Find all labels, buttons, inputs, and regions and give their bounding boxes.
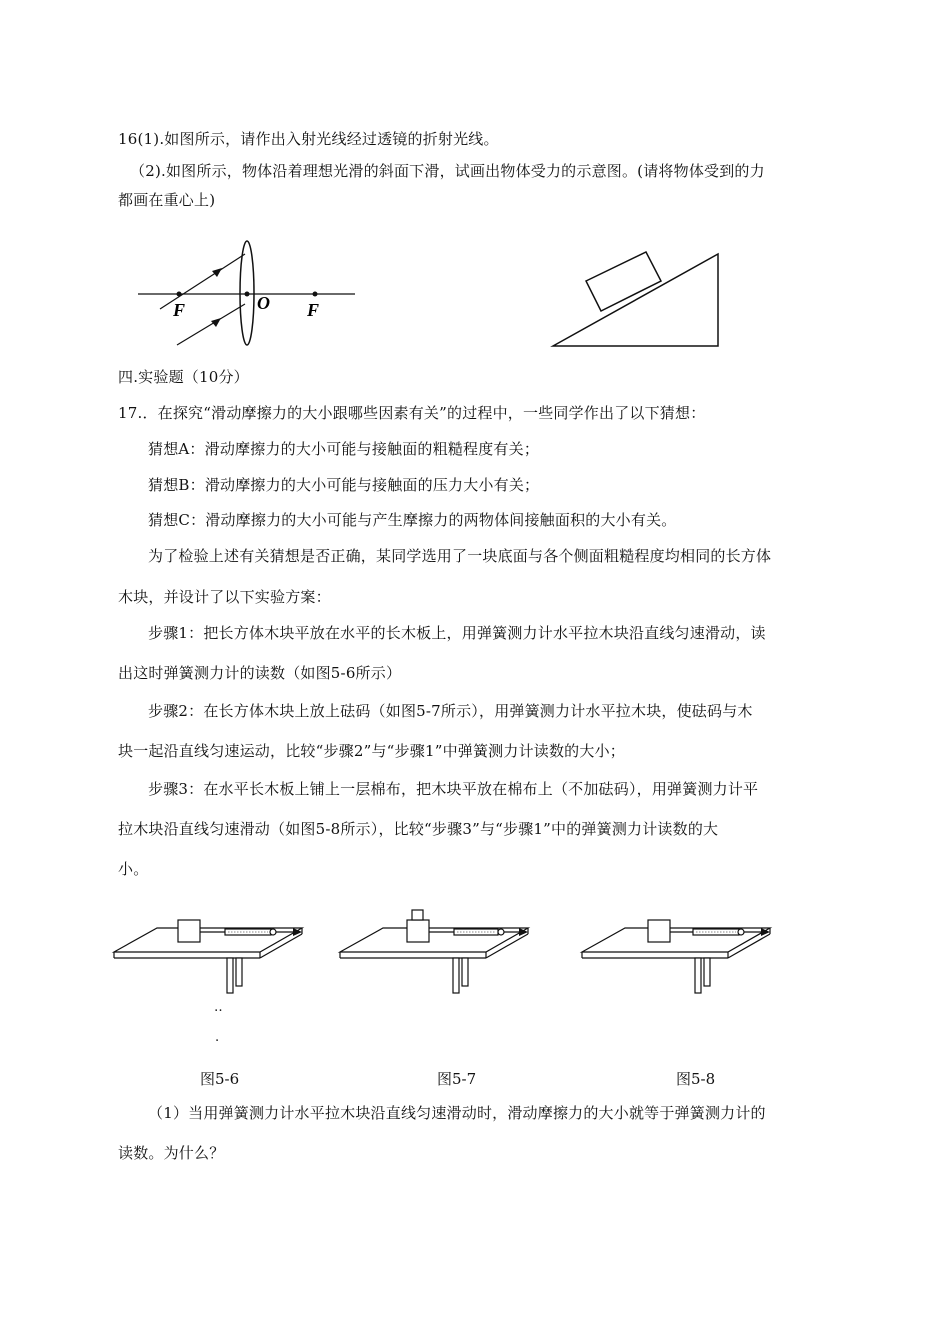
verify-line2: 木块，并设计了以下实验方案： bbox=[118, 588, 331, 606]
figure-5-7 bbox=[336, 905, 541, 997]
lens-center-point bbox=[245, 292, 250, 297]
step3-line3: 小。 bbox=[118, 860, 149, 878]
figure-5-6 bbox=[110, 912, 315, 997]
guess-b: 猜想B：滑动摩擦力的大小可能与接触面的压力大小有关； bbox=[148, 476, 540, 494]
guess-a: 猜想A：滑动摩擦力的大小可能与接触面的粗糙程度有关； bbox=[148, 440, 540, 458]
caption-5-6: 图5-6 bbox=[200, 1070, 240, 1088]
step3-line2: 拉木块沿直线匀速滑动（如图5-8所示），比较“步骤3”与“步骤1”中的弹簧测力计读数的大 bbox=[118, 820, 719, 838]
step3-line1: 步骤3：在水平长木板上铺上一层棉布，把木块平放在棉布上（不加砝码），用弹簧测力计平 bbox=[148, 780, 759, 798]
ray-arrow-lower bbox=[211, 318, 221, 327]
step1-line2: 出这时弹簧测力计的读数（如图5-6所示） bbox=[118, 664, 402, 682]
step1-line1: 步骤1：把长方体木块平放在水平的长木板上，用弹簧测力计水平拉木块沿直线匀速滑动，读 bbox=[148, 624, 766, 642]
table-leg bbox=[695, 958, 701, 993]
step2-line2: 块一起沿直线匀速运动，比较“步骤2”与“步骤1”中弹簧测力计读数的大小； bbox=[118, 742, 625, 760]
incident-ray-lower bbox=[177, 304, 245, 345]
focus-left-label: F bbox=[173, 300, 186, 320]
table-leg bbox=[227, 958, 233, 993]
block-on-incline bbox=[586, 252, 661, 311]
wood-block bbox=[407, 920, 429, 942]
incline-diagram bbox=[548, 250, 723, 350]
ray-arrow-upper bbox=[212, 268, 222, 277]
caption-5-8: 图5-8 bbox=[676, 1070, 716, 1088]
verify-line1: 为了检验上述有关猜想是否正确，某同学选用了一块底面与各个侧面粗糙程度均相同的长方体 bbox=[148, 547, 772, 565]
table-leg bbox=[453, 958, 459, 993]
wood-block bbox=[178, 920, 200, 942]
stray-dot: . bbox=[215, 1030, 220, 1045]
q17-intro: 17.．在探究“滑动摩擦力的大小跟哪些因素有关”的过程中，一些同学作出了以下猜想： bbox=[118, 404, 706, 422]
question1-line1: （1）当用弹簧测力计水平拉木块沿直线匀速滑动时，滑动摩擦力的大小就等于弹簧测力计的 bbox=[148, 1104, 766, 1122]
q16-part2-line1: （2).如图所示，物体沿着理想光滑的斜面下滑，试画出物体受力的示意图。(请将物体受到的力 bbox=[130, 162, 765, 180]
caption-5-7: 图5-7 bbox=[437, 1070, 477, 1088]
q16-part2-line2: 都画在重心上) bbox=[118, 191, 216, 209]
step2-line1: 步骤2：在长方体木块上放上砝码（如图5-7所示），用弹簧测力计水平拉木块，使砝码与木 bbox=[148, 702, 753, 720]
figure-5-8 bbox=[578, 912, 783, 997]
lens-center-label: O bbox=[257, 293, 270, 313]
question1-line2: 读数。为什么？ bbox=[118, 1144, 225, 1162]
focus-right-label: F bbox=[307, 300, 320, 320]
lens-diagram bbox=[130, 235, 365, 350]
focus-right-point bbox=[313, 292, 318, 297]
stray-dots: ‥ bbox=[214, 1000, 223, 1015]
guess-c: 猜想C：滑动摩擦力的大小可能与产生摩擦力的两物体间接触面积的大小有关。 bbox=[148, 511, 677, 529]
q16-part1: 16(1).如图所示，请作出入射光线经过透镜的折射光线。 bbox=[118, 130, 499, 148]
wood-block bbox=[648, 920, 670, 942]
weight bbox=[412, 910, 423, 920]
section4-title: 四.实验题（10分） bbox=[118, 368, 249, 386]
